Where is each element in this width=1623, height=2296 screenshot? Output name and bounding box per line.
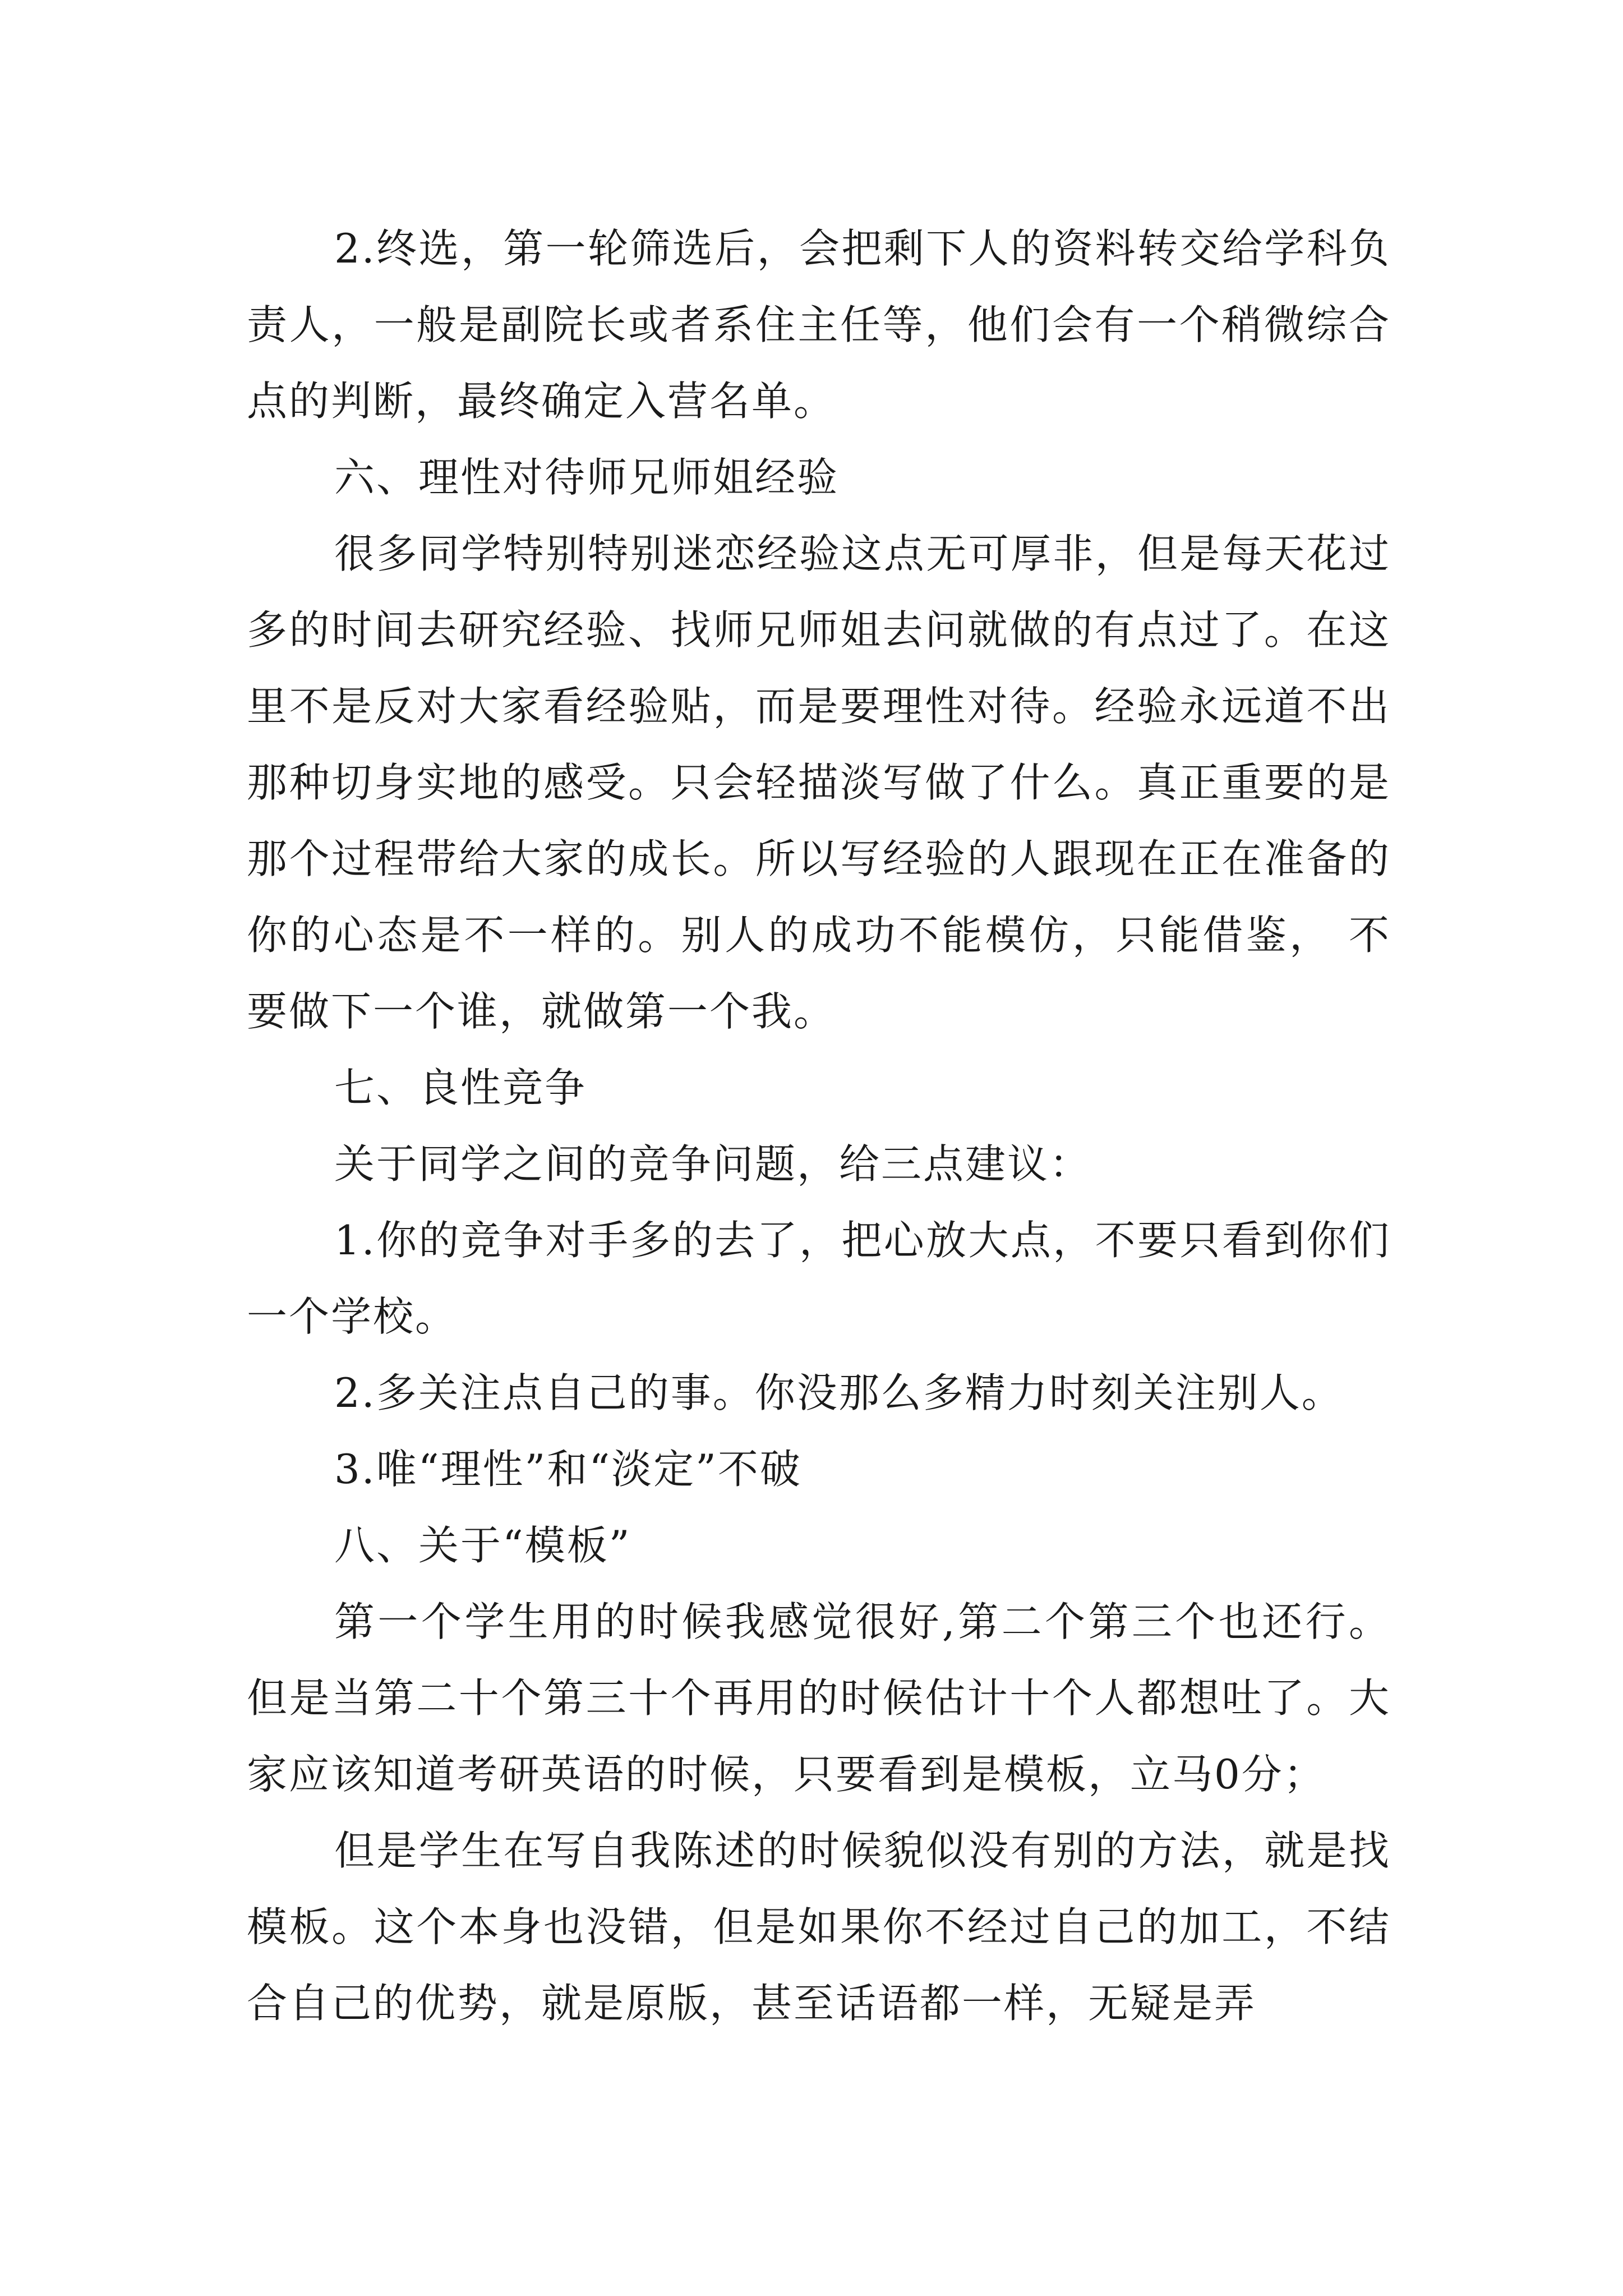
heading-section-8: 八、关于“模板” bbox=[334, 1522, 631, 1569]
heading-section-7: 七、良性竞争 bbox=[334, 1064, 587, 1111]
paragraph-experience: 很多同学特别特别迷恋经验这点无可厚非，但是每天花过多的时间去研究经验、找师兄师姐去问就做的有点过了。在这里不是反对大家看经验贴，而是要理性对待。经验永远道不出那种切身实地的感受。只会轻描淡写做了什么。真正重要的是那个过程带给大家的成长。所以写经验的人跟现在正在准备的你的心态是不一样的。别人的成功不能模仿，只能借鉴， 不要做下一个谁，就做第一个我。 bbox=[247, 530, 1391, 1035]
paragraph-suggestion-2: 2.多关注点自己的事。你没那么多精力时刻关注别人。 bbox=[334, 1369, 1344, 1416]
heading-section-6: 六、理性对待师兄师姐经验 bbox=[334, 454, 840, 501]
document-body bbox=[247, 210, 1391, 2041]
paragraph-final-selection: 2.终选，第一轮筛选后，会把剩下人的资料转交给学科负责人，一般是副院长或者系住主任等，他们会有一个稍微综合点的判断，最终确定入营名单。 bbox=[247, 225, 1391, 425]
paragraph-suggestion-1: 1.你的竞争对手多的去了，把心放大点，不要只看到你们一个学校。 bbox=[247, 1217, 1391, 1340]
paragraph-competition-intro: 关于同学之间的竞争问题，给三点建议： bbox=[334, 1140, 1092, 1188]
paragraph-template-2: 但是学生在写自我陈述的时候貌似没有别的方法，就是找模板。这个本身也没错，但是如果你不经过自己的加工，不结合自己的优势，就是原版，甚至话语都一样，无疑是弄 bbox=[247, 1827, 1391, 2027]
paragraph-suggestion-3: 3.唯“理性”和“淡定”不破 bbox=[334, 1446, 802, 1493]
paragraph-template-1: 第一个学生用的时候我感觉很好,第二个第三个也还行。但是当第二十个第三十个再用的时候估计十个人都想吐了。大家应该知道考研英语的时候，只要看到是模板，立马0分； bbox=[247, 1598, 1391, 1798]
